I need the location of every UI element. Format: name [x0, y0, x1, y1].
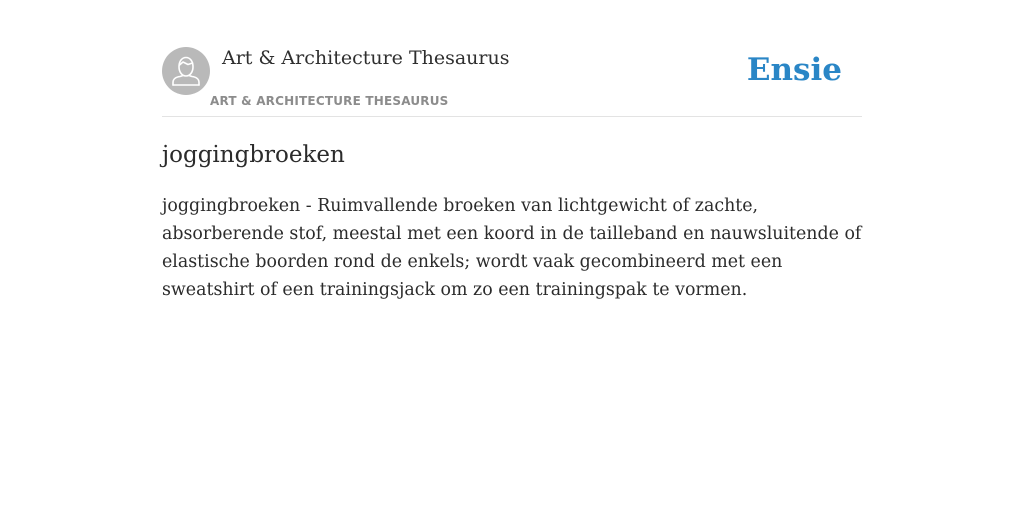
- category-label[interactable]: ART & ARCHITECTURE THESAURUS: [210, 94, 449, 108]
- user-silhouette-icon: [162, 47, 210, 95]
- header: [162, 0, 862, 117]
- entry-definition: joggingbroeken - Ruimvallende broeken van lichtgewicht of zachte, absorberende stof, meestal met een koord in de tailleband en nauwsluitende of elastische boorden rond de enkels; wordt vaak gecombineerd met een sweatshirt of een trainingsjack om zo een trainingspak te vormen.: [162, 196, 862, 300]
- avatar[interactable]: [162, 47, 210, 95]
- author-name[interactable]: Art & Architecture Thesaurus: [222, 47, 510, 69]
- ensie-logo[interactable]: Ensie: [746, 52, 842, 88]
- entry-title: joggingbroeken: [162, 142, 345, 168]
